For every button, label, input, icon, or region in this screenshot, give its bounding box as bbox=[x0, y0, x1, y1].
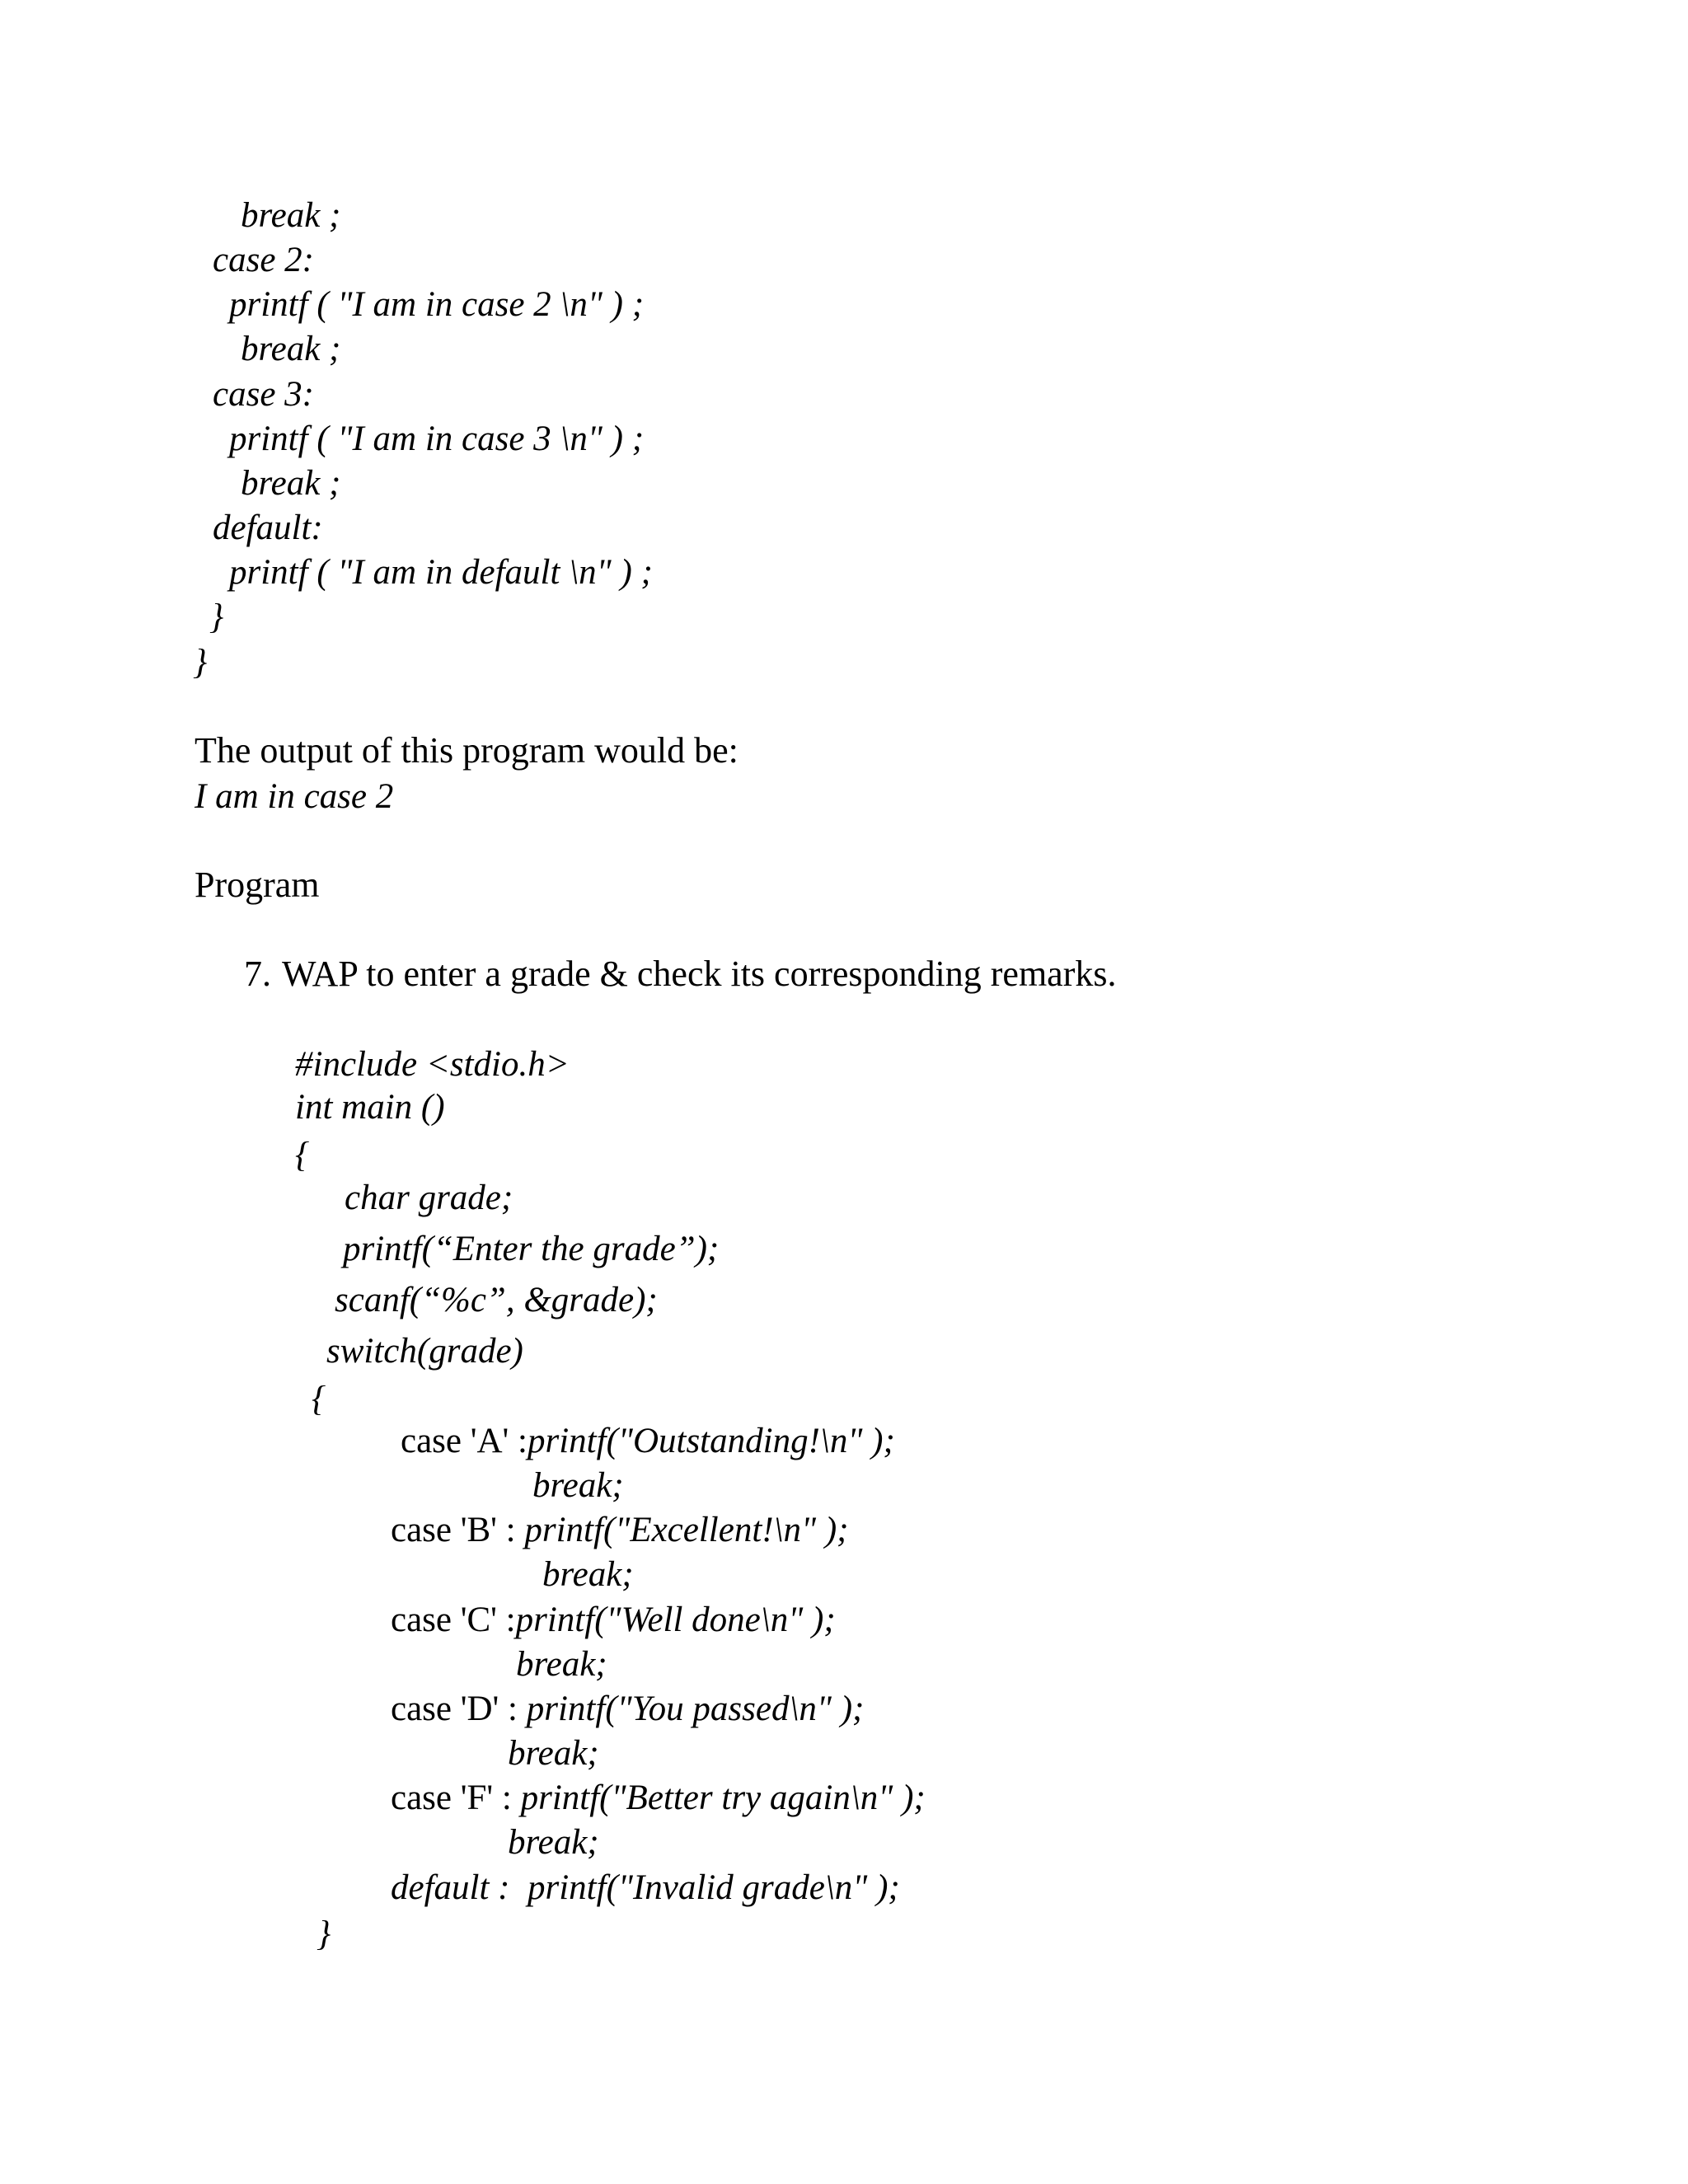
case-line bbox=[391, 1870, 900, 1905]
code-line: } bbox=[209, 598, 224, 636]
code-line: break; bbox=[508, 1734, 599, 1773]
code-line: printf ( "I am in default \n" ) ; bbox=[229, 553, 653, 592]
program-heading: Program bbox=[195, 865, 320, 905]
case-statement: printf("Better try again\n" ); bbox=[520, 1779, 926, 1817]
case-statement: printf("You passed\n" ); bbox=[526, 1690, 865, 1728]
code-line: break; bbox=[542, 1555, 634, 1594]
code-line: printf ( "I am in case 3 \n" ) ; bbox=[229, 419, 645, 458]
code-line: #include <stdio.h> bbox=[295, 1045, 570, 1084]
case-label: default : bbox=[391, 1868, 528, 1907]
case-label: case 'A' : bbox=[401, 1422, 528, 1460]
code-line: break; bbox=[532, 1466, 624, 1505]
case-line bbox=[391, 1602, 836, 1638]
code-line: break; bbox=[516, 1645, 607, 1684]
code-line: { bbox=[295, 1136, 310, 1174]
case-statement: printf("Outstanding!\n" ); bbox=[528, 1422, 895, 1460]
code-line: printf ( "I am in case 2 \n" ) ; bbox=[229, 285, 645, 324]
case-statement: printf("Well done\n" ); bbox=[515, 1601, 836, 1639]
code-line: break ; bbox=[241, 330, 341, 368]
code-line: scanf(“%c”, &grade); bbox=[335, 1281, 658, 1319]
output-result-text: I am in case 2 bbox=[195, 777, 394, 816]
code-line: break; bbox=[508, 1823, 599, 1862]
case-line bbox=[391, 1691, 864, 1727]
code-line: case 2: bbox=[213, 241, 314, 279]
code-line: switch(grade) bbox=[326, 1332, 523, 1371]
case-label: case 'F' : bbox=[391, 1779, 521, 1817]
code-line: break ; bbox=[241, 196, 341, 235]
code-line: default: bbox=[213, 509, 323, 547]
code-line: break ; bbox=[241, 464, 341, 503]
code-line: } bbox=[316, 1915, 331, 1953]
question-text: WAP to enter a grade & check its corresponding remarks. bbox=[282, 954, 1117, 994]
code-line: printf(“Enter the grade”); bbox=[343, 1230, 720, 1268]
case-statement: printf("Invalid grade\n" ); bbox=[528, 1868, 900, 1907]
code-line: case 3: bbox=[213, 375, 314, 414]
case-statement: printf("Excellent!\n" ); bbox=[524, 1511, 849, 1549]
code-line: int main () bbox=[295, 1088, 445, 1127]
case-line bbox=[391, 1512, 849, 1548]
code-line: { bbox=[312, 1380, 326, 1418]
question-number: 7. bbox=[244, 954, 271, 994]
case-line bbox=[401, 1423, 895, 1459]
output-intro-text: The output of this program would be: bbox=[195, 730, 738, 771]
case-label: case 'C' : bbox=[391, 1601, 516, 1639]
code-line: char grade; bbox=[345, 1179, 513, 1217]
case-line bbox=[391, 1780, 926, 1816]
case-label: case 'B' : bbox=[391, 1511, 525, 1549]
case-label: case 'D' : bbox=[391, 1690, 527, 1728]
code-line: } bbox=[193, 643, 208, 682]
